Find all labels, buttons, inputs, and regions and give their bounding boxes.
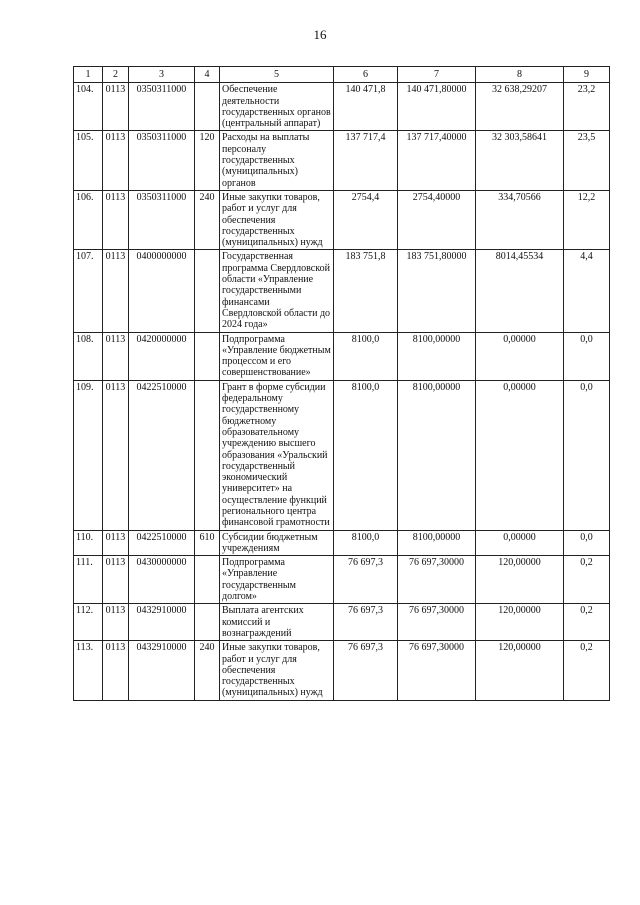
column-header: 7 [398,67,476,83]
percent-executed: 0,0 [564,530,610,556]
target-code: 0432910000 [129,604,195,641]
row-number: 107. [74,250,103,332]
approved-amount: 140 471,8 [334,83,398,131]
column-header: 5 [220,67,334,83]
approved-amount: 76 697,3 [334,556,398,604]
row-number: 109. [74,380,103,530]
budget-amount: 8100,00000 [398,380,476,530]
row-number: 113. [74,641,103,700]
budget-amount: 8100,00000 [398,332,476,380]
column-header: 4 [195,67,220,83]
executed-amount: 120,00000 [476,641,564,700]
table-row [74,250,610,332]
row-number: 106. [74,190,103,249]
expense-type [195,83,220,131]
target-code: 0430000000 [129,556,195,604]
table-row [74,604,610,641]
budget-amount: 2754,40000 [398,190,476,249]
section-code: 0113 [103,250,129,332]
page-number: 16 [313,27,327,42]
section-code: 0113 [103,332,129,380]
item-name: Иные закупки товаров, работ и услуг для обеспечения государственных (муниципальных) нужд [220,641,334,700]
budget-amount: 76 697,30000 [398,604,476,641]
item-name: Субсидии бюджетным учреждениям [220,530,334,556]
executed-amount: 32 303,58641 [476,131,564,190]
item-name: Расходы на выплаты персоналу государственных (муниципальных) органов [220,131,334,190]
target-code: 0422510000 [129,380,195,530]
budget-table [73,66,610,701]
row-number: 105. [74,131,103,190]
executed-amount: 0,00000 [476,380,564,530]
expense-type: 240 [195,641,220,700]
section-code: 0113 [103,641,129,700]
percent-executed: 0,0 [564,332,610,380]
executed-amount: 8014,45534 [476,250,564,332]
row-number: 108. [74,332,103,380]
percent-executed: 0,0 [564,380,610,530]
section-code: 0113 [103,604,129,641]
executed-amount: 120,00000 [476,556,564,604]
table-row [74,131,610,190]
budget-amount: 137 717,40000 [398,131,476,190]
section-code: 0113 [103,556,129,604]
approved-amount: 8100,0 [334,332,398,380]
expense-type: 610 [195,530,220,556]
percent-executed: 12,2 [564,190,610,249]
percent-executed: 0,2 [564,604,610,641]
executed-amount: 0,00000 [476,530,564,556]
item-name: Государственная программа Свердловской области «Управление государственными финансами Свердловской области до 2024 года» [220,250,334,332]
target-code: 0350311000 [129,83,195,131]
item-name: Подпрограмма «Управление государственным долгом» [220,556,334,604]
approved-amount: 76 697,3 [334,641,398,700]
column-header: 1 [74,67,103,83]
table-row [74,641,610,700]
row-number: 111. [74,556,103,604]
budget-amount: 8100,00000 [398,530,476,556]
expense-type [195,380,220,530]
percent-executed: 23,5 [564,131,610,190]
executed-amount: 120,00000 [476,604,564,641]
table-row [74,83,610,131]
budget-amount: 76 697,30000 [398,556,476,604]
budget-amount: 76 697,30000 [398,641,476,700]
section-code: 0113 [103,380,129,530]
executed-amount: 334,70566 [476,190,564,249]
approved-amount: 137 717,4 [334,131,398,190]
column-header: 6 [334,67,398,83]
row-number: 104. [74,83,103,131]
executed-amount: 0,00000 [476,332,564,380]
section-code: 0113 [103,83,129,131]
percent-executed: 23,2 [564,83,610,131]
expense-type: 120 [195,131,220,190]
table-row [74,190,610,249]
expense-type: 240 [195,190,220,249]
percent-executed: 0,2 [564,556,610,604]
table-row [74,380,610,530]
target-code: 0350311000 [129,190,195,249]
row-number: 112. [74,604,103,641]
table-row [74,556,610,604]
item-name: Выплата агентских комиссий и вознаграждений [220,604,334,641]
item-name: Грант в форме субсидии федеральному государственному бюджетному образовательному учреждению высшего образования «Уральский государственный экономический университет» на осуществление функций регионального центра финансовой грамотности [220,380,334,530]
approved-amount: 2754,4 [334,190,398,249]
column-header: 9 [564,67,610,83]
target-code: 0432910000 [129,641,195,700]
table-row [74,530,610,556]
item-name: Иные закупки товаров, работ и услуг для обеспечения государственных (муниципальных) нужд [220,190,334,249]
approved-amount: 183 751,8 [334,250,398,332]
percent-executed: 4,4 [564,250,610,332]
budget-amount: 183 751,80000 [398,250,476,332]
approved-amount: 8100,0 [334,530,398,556]
expense-type [195,556,220,604]
approved-amount: 8100,0 [334,380,398,530]
row-number: 110. [74,530,103,556]
approved-amount: 76 697,3 [334,604,398,641]
percent-executed: 0,2 [564,641,610,700]
column-header: 3 [129,67,195,83]
target-code: 0350311000 [129,131,195,190]
expense-type [195,332,220,380]
item-name: Обеспечение деятельности государственных органов (центральный аппарат) [220,83,334,131]
budget-amount: 140 471,80000 [398,83,476,131]
column-header: 2 [103,67,129,83]
column-header: 8 [476,67,564,83]
item-name: Подпрограмма «Управление бюджетным процессом и его совершенствование» [220,332,334,380]
target-code: 0420000000 [129,332,195,380]
table-row [74,332,610,380]
header-row [74,67,610,83]
expense-type [195,250,220,332]
executed-amount: 32 638,29207 [476,83,564,131]
section-code: 0113 [103,530,129,556]
target-code: 0422510000 [129,530,195,556]
target-code: 0400000000 [129,250,195,332]
table-body [74,83,610,700]
section-code: 0113 [103,131,129,190]
section-code: 0113 [103,190,129,249]
expense-type [195,604,220,641]
